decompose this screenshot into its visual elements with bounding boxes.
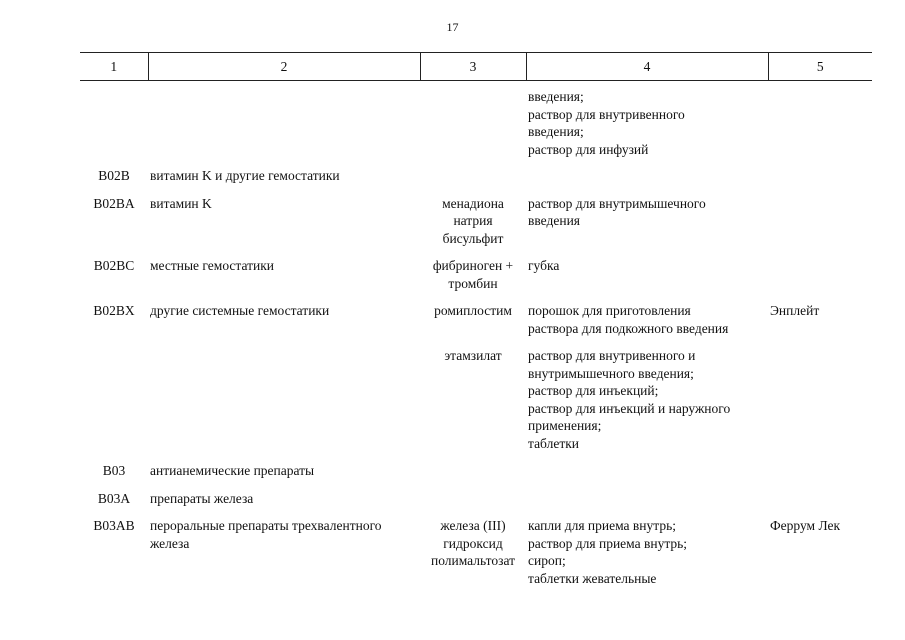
table-row — [80, 257, 872, 302]
drug-inn — [420, 517, 526, 597]
group-name-line: пероральные препараты трехвалентного — [150, 518, 382, 533]
column-header-5: 5 — [768, 53, 872, 81]
atc-code: B03 — [102, 463, 126, 478]
dosage-form-line: раствора для подкожного введения — [528, 320, 729, 336]
dosage-form-line: раствор для инъекций; — [528, 383, 659, 398]
dosage-form-line: порошок для приготовления — [528, 303, 691, 318]
trade-name — [768, 347, 872, 462]
dosage-form-line: раствор для внутривенного — [528, 106, 685, 122]
table-row — [80, 81, 872, 168]
inn-line: натрия — [453, 213, 493, 228]
trade-name: Феррум Лек — [770, 518, 841, 533]
anatomical-therapeutic-group — [148, 517, 420, 597]
inn-line: менадиона — [442, 195, 504, 211]
atc-code: B02B — [98, 168, 130, 183]
atc-code — [80, 81, 148, 168]
dosage-form-line: раствор для внутримышечного — [528, 195, 706, 211]
table-body — [80, 81, 872, 598]
group-name-line: железа — [150, 535, 190, 551]
inn-line: этамзилат — [444, 348, 502, 363]
dosage-forms — [526, 257, 768, 302]
dosage-forms — [526, 347, 768, 462]
trade-name: Энплейт — [770, 303, 820, 318]
trade-name — [768, 81, 872, 168]
column-header-2: 2 — [148, 53, 420, 81]
atc-code: B02BX — [93, 303, 135, 318]
dosage-form-line: таблетки жевательные — [528, 570, 657, 586]
dosage-form-line: капли для приема внутрь; — [528, 518, 676, 533]
column-header-4: 4 — [526, 53, 768, 81]
trade-name — [768, 490, 872, 518]
dosage-forms — [526, 462, 768, 490]
group-name-line: витамин K — [150, 195, 212, 211]
atc-code: B02BA — [93, 195, 135, 211]
inn-line: тромбин — [448, 275, 498, 291]
atc-code: B03A — [97, 490, 131, 506]
dosage-form-line: введения; — [528, 124, 584, 139]
dosage-form-line: внутримышечного введения; — [528, 365, 694, 381]
anatomical-therapeutic-group — [148, 81, 420, 168]
anatomical-therapeutic-group — [148, 257, 420, 302]
drug-inn — [420, 462, 526, 490]
drug-inn — [420, 167, 526, 195]
group-name-line: антианемические препараты — [150, 463, 315, 478]
drug-table — [80, 52, 872, 597]
drug-inn — [420, 347, 526, 462]
trade-name — [768, 462, 872, 490]
group-name-line: препараты железа — [150, 490, 254, 506]
table-row — [80, 462, 872, 490]
atc-code: B02BC — [93, 258, 135, 273]
dosage-forms — [526, 490, 768, 518]
table-row — [80, 167, 872, 195]
trade-name — [768, 195, 872, 258]
anatomical-therapeutic-group — [148, 302, 420, 347]
table-row — [80, 347, 872, 462]
column-number-row — [80, 53, 872, 81]
trade-name — [768, 257, 872, 302]
dosage-forms — [526, 167, 768, 195]
inn-line: фибриноген + — [432, 258, 514, 273]
anatomical-therapeutic-group — [148, 195, 420, 258]
table-row — [80, 490, 872, 518]
dosage-form-line: введения — [528, 213, 581, 228]
inn-line: гидроксид — [443, 535, 503, 551]
inn-line: бисульфит — [442, 230, 504, 246]
atc-code — [80, 347, 148, 462]
inn-line: железа (III) — [440, 518, 506, 533]
inn-line: полимальтозат — [430, 553, 516, 568]
inn-line: ромиплостим — [434, 303, 512, 318]
dosage-form-line: сироп; — [528, 553, 566, 568]
page-number: 17 — [446, 20, 459, 34]
dosage-forms — [526, 195, 768, 258]
atc-code: B03AB — [93, 518, 135, 533]
anatomical-therapeutic-group — [148, 167, 420, 195]
anatomical-therapeutic-group — [148, 490, 420, 518]
table-row — [80, 195, 872, 258]
table-row — [80, 302, 872, 347]
anatomical-therapeutic-group — [148, 462, 420, 490]
dosage-form-line: таблетки — [528, 435, 580, 451]
column-header-1: 1 — [80, 53, 148, 81]
dosage-form-line: раствор для инфузий — [528, 141, 649, 157]
dosage-form-line: губка — [528, 258, 560, 273]
dosage-form-line: применения; — [528, 418, 602, 433]
drug-inn — [420, 195, 526, 258]
dosage-form-line: раствор для приема внутрь; — [528, 535, 688, 551]
trade-name — [768, 167, 872, 195]
anatomical-therapeutic-group — [148, 347, 420, 462]
dosage-forms — [526, 517, 768, 597]
drug-inn — [420, 302, 526, 347]
dosage-form-line: раствор для внутривенного и — [528, 348, 696, 363]
group-name-line: витамин K и другие гемостатики — [150, 168, 340, 183]
drug-inn — [420, 257, 526, 302]
dosage-forms — [526, 302, 768, 347]
table-row — [80, 517, 872, 597]
drug-inn — [420, 81, 526, 168]
dosage-form-line: введения; — [528, 89, 584, 104]
column-header-3: 3 — [420, 53, 526, 81]
dosage-form-line: раствор для инъекций и наружного — [528, 400, 731, 416]
group-name-line: другие системные гемостатики — [150, 303, 330, 318]
drug-inn — [420, 490, 526, 518]
group-name-line: местные гемостатики — [150, 258, 275, 273]
dosage-forms — [526, 81, 768, 168]
